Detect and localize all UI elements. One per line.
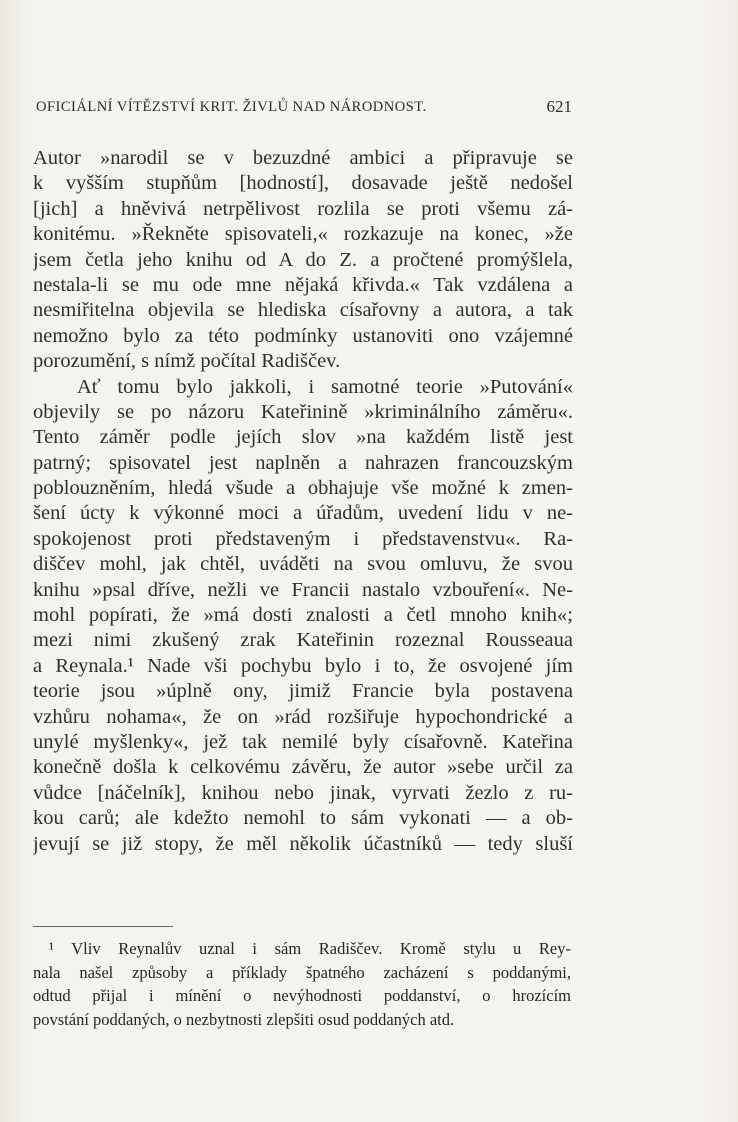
- text-line: vůdce [náčelník], knihou nebo jinak, vyrvati žezlo z ru-: [33, 781, 573, 804]
- text-line: mohl popírati, že »má dosti znalosti a četl mnoho knih«;: [33, 604, 573, 627]
- text-line: diščev mohl, jak chtěl, uváděti na svou omluvu, že svou: [33, 553, 573, 576]
- text-line: patrný; spisovatel jest naplněn a nahrazen francouzským: [33, 451, 573, 474]
- text-line: a Reynala.¹ Nade vši pochybu bylo i to, že osvojené jím: [33, 654, 573, 677]
- text-line: konitému. »Řekněte spisovateli,« rozkazuje na konec, »že: [33, 223, 573, 246]
- text-line: unylé myšlenky«, jež tak nemilé byly císařovně. Kateřina: [33, 730, 573, 753]
- page-number: 621: [546, 97, 572, 116]
- text-line: nesmiřitelna objevila se hlediska císařovny a autora, a tak: [33, 299, 573, 322]
- footnote-separator: [33, 926, 173, 927]
- text-line: šení úcty k výkonné moci a úřadům, uvedení lidu v ne-: [33, 502, 573, 525]
- running-header: [36, 99, 572, 121]
- footnote-line: povstání poddaných, o nezbytnosti zlepšiti osud poddaných atd.: [33, 1009, 455, 1029]
- text-line: nemožno bylo za této podmínky ustanoviti ono vzájemné: [33, 324, 573, 347]
- text-line: objevily se po názoru Kateřinině »kriminálního záměru«.: [33, 400, 573, 423]
- text-line: jsem četla jeho knihu od A do Z. a pročtené promýšlela,: [33, 248, 573, 271]
- running-title: OFICIÁLNÍ VÍTĚZSTVÍ KRIT. ŽIVLŮ NAD NÁRODNOST.: [36, 99, 427, 115]
- text-line: k vyšším stupňům [hodností], dosavade ještě nedošel: [33, 172, 573, 195]
- text-line: teorie jsou »úplně ony, jimiž Francie byla postavena: [33, 680, 573, 703]
- text-line: jevují se již stopy, že měl několik účastníků — tedy sluší: [33, 832, 573, 855]
- text-line: Autor »narodil se v bezuzdné ambici a připravuje se: [33, 147, 573, 169]
- footnote-line: odtud přijal i mínění o nevýhodnosti poddanství, o hrozícím: [33, 986, 571, 1005]
- text-line: [jich] a hněvivá netrpělivost rozlila se proti všemu zá-: [33, 197, 573, 220]
- text-line: konečně došla k celkovému závěru, že autor »sebe určil za: [33, 756, 573, 779]
- text-line: mezi nimi zkušený zrak Kateřinin rozeznal Rousseaua: [33, 629, 573, 652]
- footnote: [33, 937, 571, 1031]
- text-line: knihu »psal dříve, nežli ve Francii nastalo vzbouření«. Ne-: [33, 578, 573, 601]
- text-line: vzhůru nohama«, že on »rád rozšiřuje hypochondrické a: [33, 705, 573, 728]
- footnote-line: nala našel způsoby a příklady špatného zacházení s poddanými,: [33, 962, 571, 982]
- text-line: porozumění, s nímž počítal Radiščev.: [33, 350, 341, 373]
- body-text: [33, 146, 573, 857]
- text-line: spokojenost proti představeným i představenstvu«. Ra-: [33, 527, 573, 550]
- paragraph-start-line: Ať tomu bylo jakkoli, i samotné teorie »Putování«: [77, 375, 573, 398]
- text-line: kou carů; ale kdežto nemohl to sám vykonati — a ob-: [33, 807, 573, 830]
- footnote-line: ¹ Vliv Reynalův uznal i sám Radiščev. Kromě stylu u Rey-: [49, 939, 571, 958]
- text-line: Tento záměr podle jejích slov »na každém listě jest: [33, 426, 573, 449]
- text-line: nestala-li se mu ode mne nějaká křivda.« Tak vzdálena a: [33, 273, 573, 296]
- text-line: poblouzněním, hledá všude a obhajuje vše možné k zmen-: [33, 477, 573, 500]
